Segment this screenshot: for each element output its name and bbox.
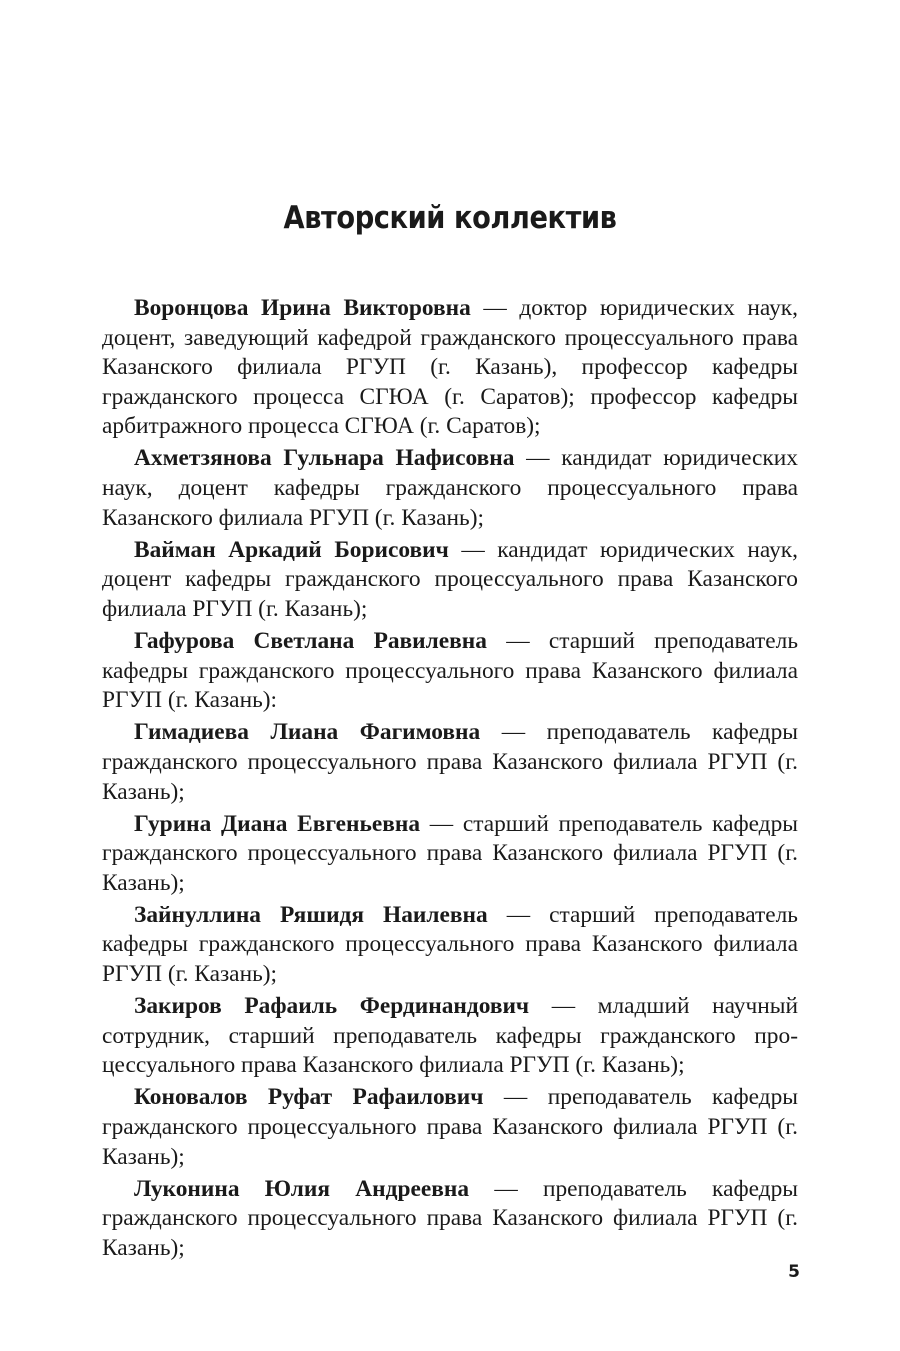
author-entry — [102, 294, 798, 442]
author-description: — преподаватель кафедры гражданского процессуального права Казанского филиала РГУП (г. Казань); — [102, 1175, 798, 1261]
author-entry — [102, 536, 798, 625]
author-entry — [102, 718, 798, 807]
author-entry — [102, 1175, 798, 1264]
authors-list — [102, 294, 798, 1266]
author-name: Зайнуллина Ряшидя Наилевна — [134, 901, 488, 928]
page-number: 5 — [788, 1262, 800, 1282]
author-entry — [102, 901, 798, 990]
author-name: Гимадиева Лиана Фагимовна — [134, 719, 481, 746]
author-description: — младший научный сотрудник, старший преподаватель кафедры гражданского процессуального права Казанского филиала РГУП (г. Казань); — [102, 993, 798, 1079]
author-name: Луконина Юлия Андреевна — [134, 1175, 470, 1202]
author-description: — кандидат юридических наук, доцент кафедры гражданского процессуального права Казанского филиала РГУП (г. Казань); — [102, 536, 798, 622]
author-description: — преподаватель кафедры гражданского процессуального права Казанского филиала РГУП (г. Казань); — [102, 1084, 798, 1170]
author-entry — [102, 627, 798, 716]
page-title: Авторский коллектив — [283, 200, 617, 236]
author-entry — [102, 1083, 798, 1172]
author-name: Ахметзянова Гульнара Нафисовна — [134, 445, 515, 472]
author-entry — [102, 992, 798, 1081]
author-name: Закиров Рафаиль Фердинандович — [134, 993, 530, 1020]
author-description: — кандидат юридических наук, доцент кафедры гражданского процессуального права Казанского филиала РГУП (г. Казань); — [102, 445, 798, 531]
author-entry — [102, 810, 798, 899]
author-name: Коновалов Руфат Рафаилович — [134, 1084, 484, 1111]
author-entry — [102, 444, 798, 533]
author-description: — доктор юридических наук, доцент, заведующий кафедрой гражданского процессуального права Казанского филиала РГУП (г. Казань), профессор кафедры гражданского процесса СГЮА (г. Саратов); профессор кафедры арбитражного процесса СГЮА (г. Саратов); — [102, 295, 798, 440]
author-description: — старший преподаватель кафедры гражданского процессуального права Казанского филиала РГУП (г. Казань); — [102, 901, 798, 988]
author-name: Вайман Аркадий Борисович — [134, 536, 449, 563]
author-description: — старший преподаватель кафедры гражданского процессуального права Казанского филиала РГУП (г. Казань); — [102, 810, 798, 896]
author-name: Воронцова Ирина Викторовна — [134, 295, 471, 321]
author-name: Гурина Диана Евгеньевна — [134, 810, 421, 837]
author-name: Гафурова Светлана Равилевна — [134, 628, 487, 655]
author-description: — преподаватель кафедры гражданского процессуального права Казанского филиала РГУП (г. Казань); — [102, 719, 798, 805]
author-description: — старший преподаватель кафедры гражданского процессуального права Казанского филиала РГУП (г. Казань): — [102, 628, 798, 714]
